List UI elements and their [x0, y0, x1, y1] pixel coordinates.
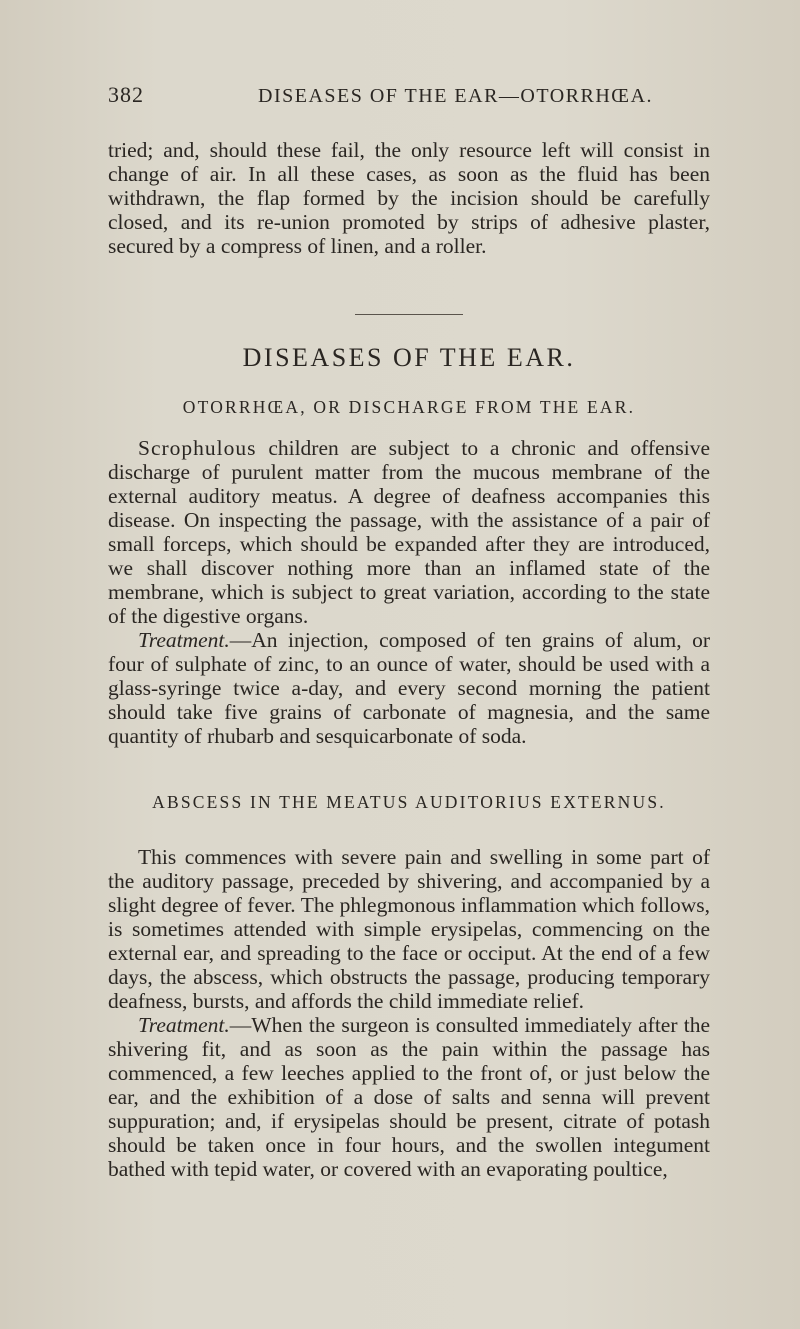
otorrhoea-description: [108, 436, 710, 628]
section-heading-abscess: ABSCESS IN THE MEATUS AUDITORIUS EXTERNUS.: [152, 792, 666, 812]
continuation-paragraph: tried; and, should these fail, the only resource left will consist in change of air. In all these cases, as soon as the fluid has been withdrawn, the flap formed by the incision should be carefully closed, and its re-union promoted by strips of adhesive plaster, secured by a compress of linen, and a roller.: [108, 138, 710, 258]
running-title: DISEASES OF THE EAR—OTORRHŒA.: [258, 85, 654, 107]
otorrhoea-treatment: [108, 628, 710, 748]
lead-word: Scrophulous: [138, 436, 257, 460]
running-head: [108, 82, 710, 112]
abscess-description: This commences with severe pain and swelling in some part of the auditory passage, preceded by shivering, and accompanied by a slight degree of fever. The phlegmonous inflammation which follows, is sometimes attended with simple erysipelas, commencing on the external ear, and spreading to the face or occiput. At the end of a few days, the abscess, which obstructs the passage, producing temporary deafness, bursts, and affords the child immediate relief.: [108, 845, 710, 1013]
treatment-label: Treatment.: [138, 628, 230, 652]
page-number: 382: [108, 82, 144, 107]
section-divider: [355, 314, 463, 315]
abscess-treatment: [108, 1013, 710, 1181]
abscess-treatment-text: —When the surgeon is consulted immediately after the shivering fit, and as soon as the pain within the passage has commenced, a few leeches applied to the front of, or just below the ear, and the exhibition of a dose of salts and senna will prevent suppuration; and, if erysipelas should be present, citrate of potash should be taken once in four hours, and the swollen integument bathed with tepid water, or covered with an evaporating poultice,: [108, 1013, 710, 1181]
chapter-title: DISEASES OF THE EAR.: [242, 343, 576, 372]
otorrhoea-description-text: children are subject to a chronic and offensive discharge of purulent matter from the mucous membrane of the external auditory meatus. A degree of deafness accompanies this disease. On inspecting the passage, with the assistance of a pair of small forceps, which should be expanded after they are introduced, we shall discover nothing more than an inflamed state of the membrane, which is subject to great variation, according to the state of the digestive organs.: [108, 436, 710, 628]
section-heading-otorrhoea: OTORRHŒA, OR DISCHARGE FROM THE EAR.: [182, 397, 636, 417]
book-page: [108, 82, 710, 1181]
treatment-label: Treatment.: [138, 1013, 230, 1037]
otorrhoea-treatment-text: —An injection, composed of ten grains of alum, or four of sulphate of zinc, to an ounce of water, should be used with a glass-syringe twice a-day, and every second morning the patient should take five grains of carbonate of magnesia, and the same quantity of rhubarb and sesquicarbonate of soda.: [108, 628, 710, 748]
